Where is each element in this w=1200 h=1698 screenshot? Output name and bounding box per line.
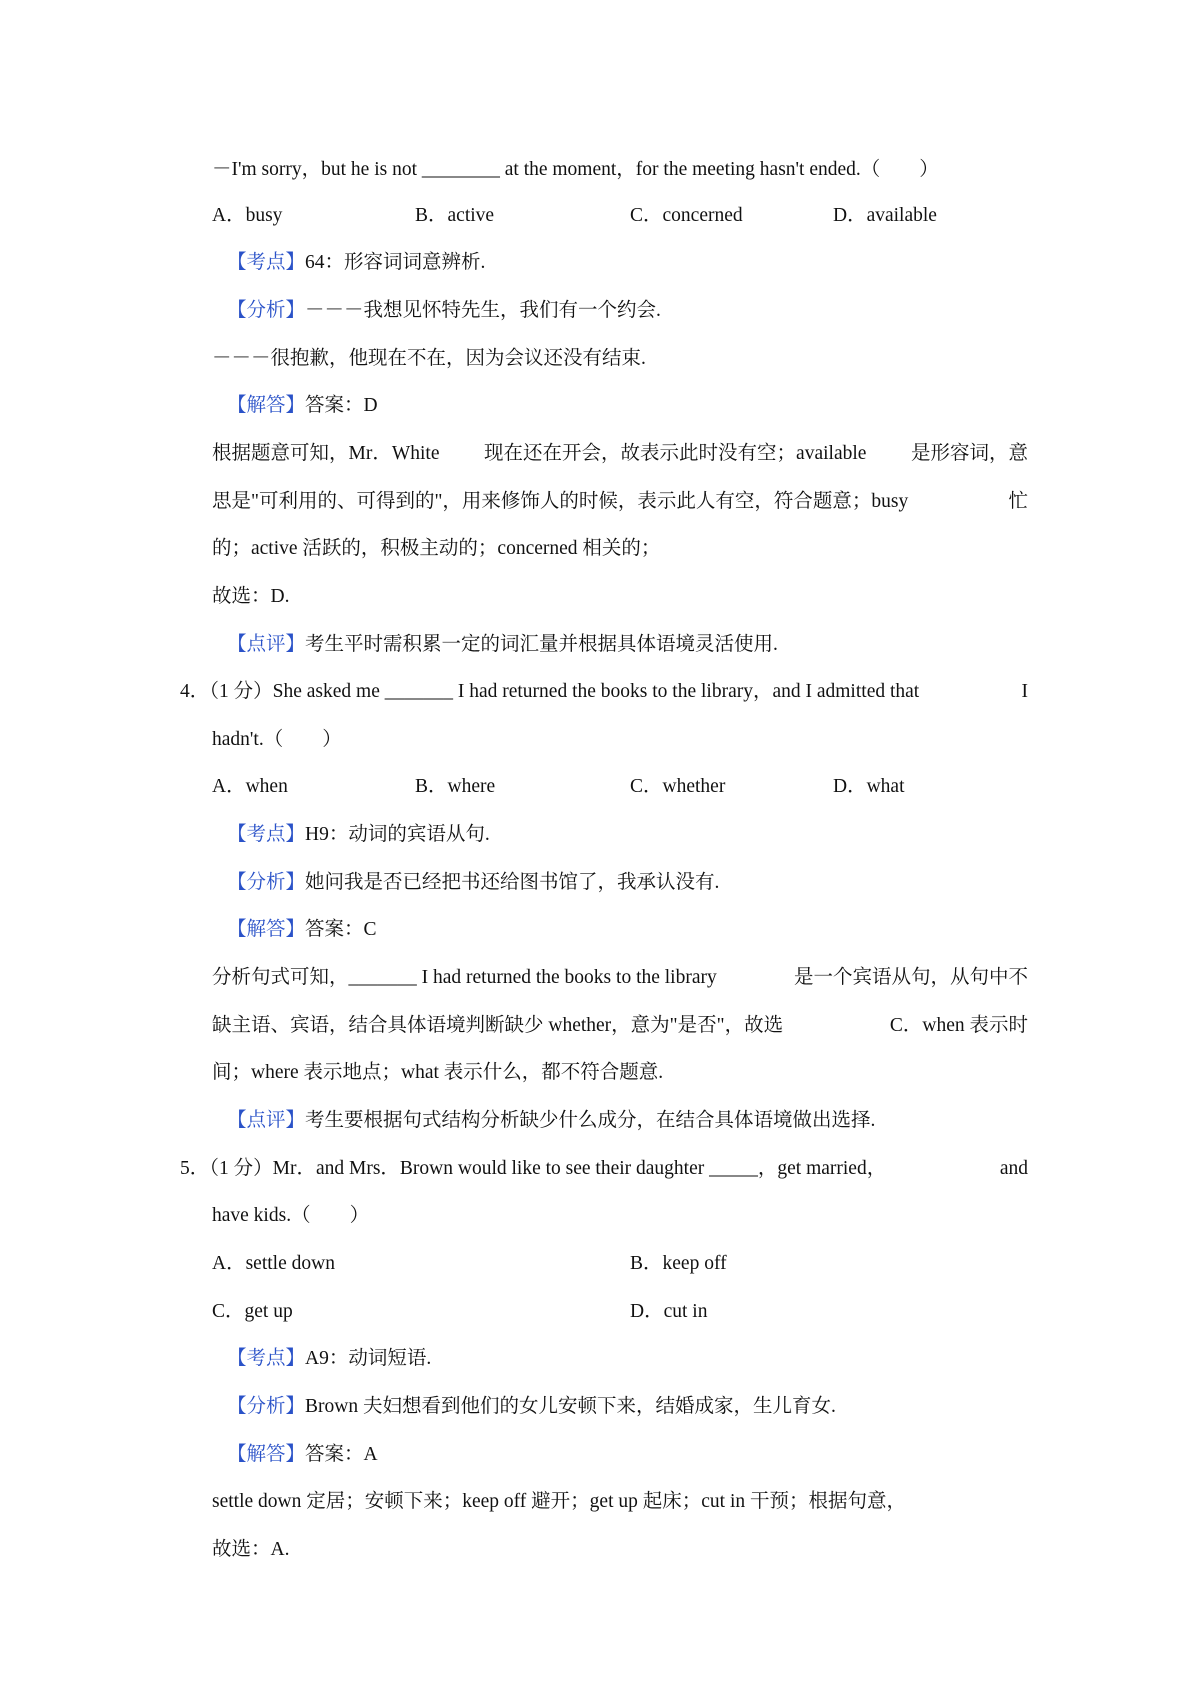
jieda-tag: 【解答】 — [227, 395, 306, 416]
dianping-tag: 【点评】 — [227, 1110, 306, 1131]
kaodian-tag: 【考点】 — [227, 824, 306, 845]
q3-fenxi-line2: －－－很抱歉，他现在不在，因为会议还没有结束. — [212, 348, 646, 369]
fenxi-tag: 【分析】 — [227, 1396, 306, 1417]
q5-question-line2: have kids.（ ） — [212, 1205, 370, 1226]
q4-jieda: 【解答】答案：C — [227, 919, 377, 940]
q4-question-line1: 4．（1 分）She asked me _______ I had returned the books to the library，and I admitted that I — [180, 681, 1028, 702]
q5-question-line1: 5．（1 分）Mr．and Mrs．Brown would like to see their daughter _____，get married， and — [180, 1158, 1028, 1179]
q5-explanation-line2: 故选：A. — [212, 1539, 290, 1560]
q4-option-d: D．what — [833, 776, 905, 797]
q3-explanation-line4: 故选：D. — [212, 586, 290, 607]
q3-explanation-line1: 根据题意可知，Mr．White 现在还在开会，故表示此时没有空；available 是形容词，意 — [212, 443, 1028, 464]
q3-option-d: D．available — [833, 205, 937, 226]
kaodian-tag: 【考点】 — [227, 1348, 306, 1369]
q3-option-c: C．concerned — [630, 205, 743, 226]
kaodian-tag: 【考点】 — [227, 252, 306, 273]
q5-option-a: A．settle down — [212, 1253, 335, 1274]
q4-option-c: C．whether — [630, 776, 726, 797]
q4-fenxi: 【分析】她问我是否已经把书还给图书馆了，我承认没有. — [227, 872, 720, 893]
q4-option-b: B．where — [415, 776, 496, 797]
q5-explanation-line1: settle down 定居；安顿下来；keep off 避开；get up 起床；cut in 干预；根据句意， — [212, 1491, 906, 1512]
q3-explanation-line3: 的；active 活跃的，积极主动的；concerned 相关的； — [212, 538, 661, 559]
q5-fenxi: 【分析】Brown 夫妇想看到他们的女儿安顿下来，结婚成家，生儿育女. — [227, 1396, 836, 1417]
q5-option-d: D．cut in — [630, 1301, 708, 1322]
jieda-tag: 【解答】 — [227, 919, 306, 940]
q3-dianping: 【点评】考生平时需积累一定的词汇量并根据具体语境灵活使用. — [227, 634, 778, 655]
q4-explanation-line3: 间；where 表示地点；what 表示什么，都不符合题意. — [212, 1062, 664, 1083]
q5-option-c: C．get up — [212, 1301, 293, 1322]
q4-kaodian: 【考点】H9：动词的宾语从句. — [227, 824, 490, 845]
q3-fenxi: 【分析】－－－我想见怀特先生，我们有一个约会. — [227, 300, 661, 321]
q5-option-b: B．keep off — [630, 1253, 727, 1274]
fenxi-tag: 【分析】 — [227, 300, 306, 321]
q4-explanation-line1: 分析句式可知，_______ I had returned the books to the library 是一个宾语从句，从句中不 — [212, 967, 1028, 988]
q5-jieda: 【解答】答案：A — [227, 1444, 378, 1465]
q3-option-b: B．active — [415, 205, 495, 226]
dianping-tag: 【点评】 — [227, 634, 306, 655]
jieda-tag: 【解答】 — [227, 1444, 306, 1465]
q5-kaodian: 【考点】A9：动词短语. — [227, 1348, 432, 1369]
q3-option-a: A．busy — [212, 205, 283, 226]
q3-dialog-line: －I'm sorry，but he is not ________ at the moment，for the meeting hasn't ended.（ ） — [212, 159, 939, 180]
fenxi-tag: 【分析】 — [227, 872, 306, 893]
q3-jieda: 【解答】答案：D — [227, 395, 378, 416]
q4-question-line2: hadn't.（ ） — [212, 729, 342, 750]
q3-kaodian: 【考点】64：形容词词意辨析. — [227, 252, 486, 273]
q4-option-a: A．when — [212, 776, 288, 797]
q4-dianping: 【点评】考生要根据句式结构分析缺少什么成分，在结合具体语境做出选择. — [227, 1110, 876, 1131]
q3-explanation-line2: 思是"可利用的、可得到的"，用来修饰人的时候，表示此人有空，符合题意；busy 忙 — [212, 491, 1028, 512]
q4-explanation-line2: 缺主语、宾语，结合具体语境判断缺少 whether，意为"是否"，故选 C．when 表示时 — [212, 1015, 1028, 1036]
